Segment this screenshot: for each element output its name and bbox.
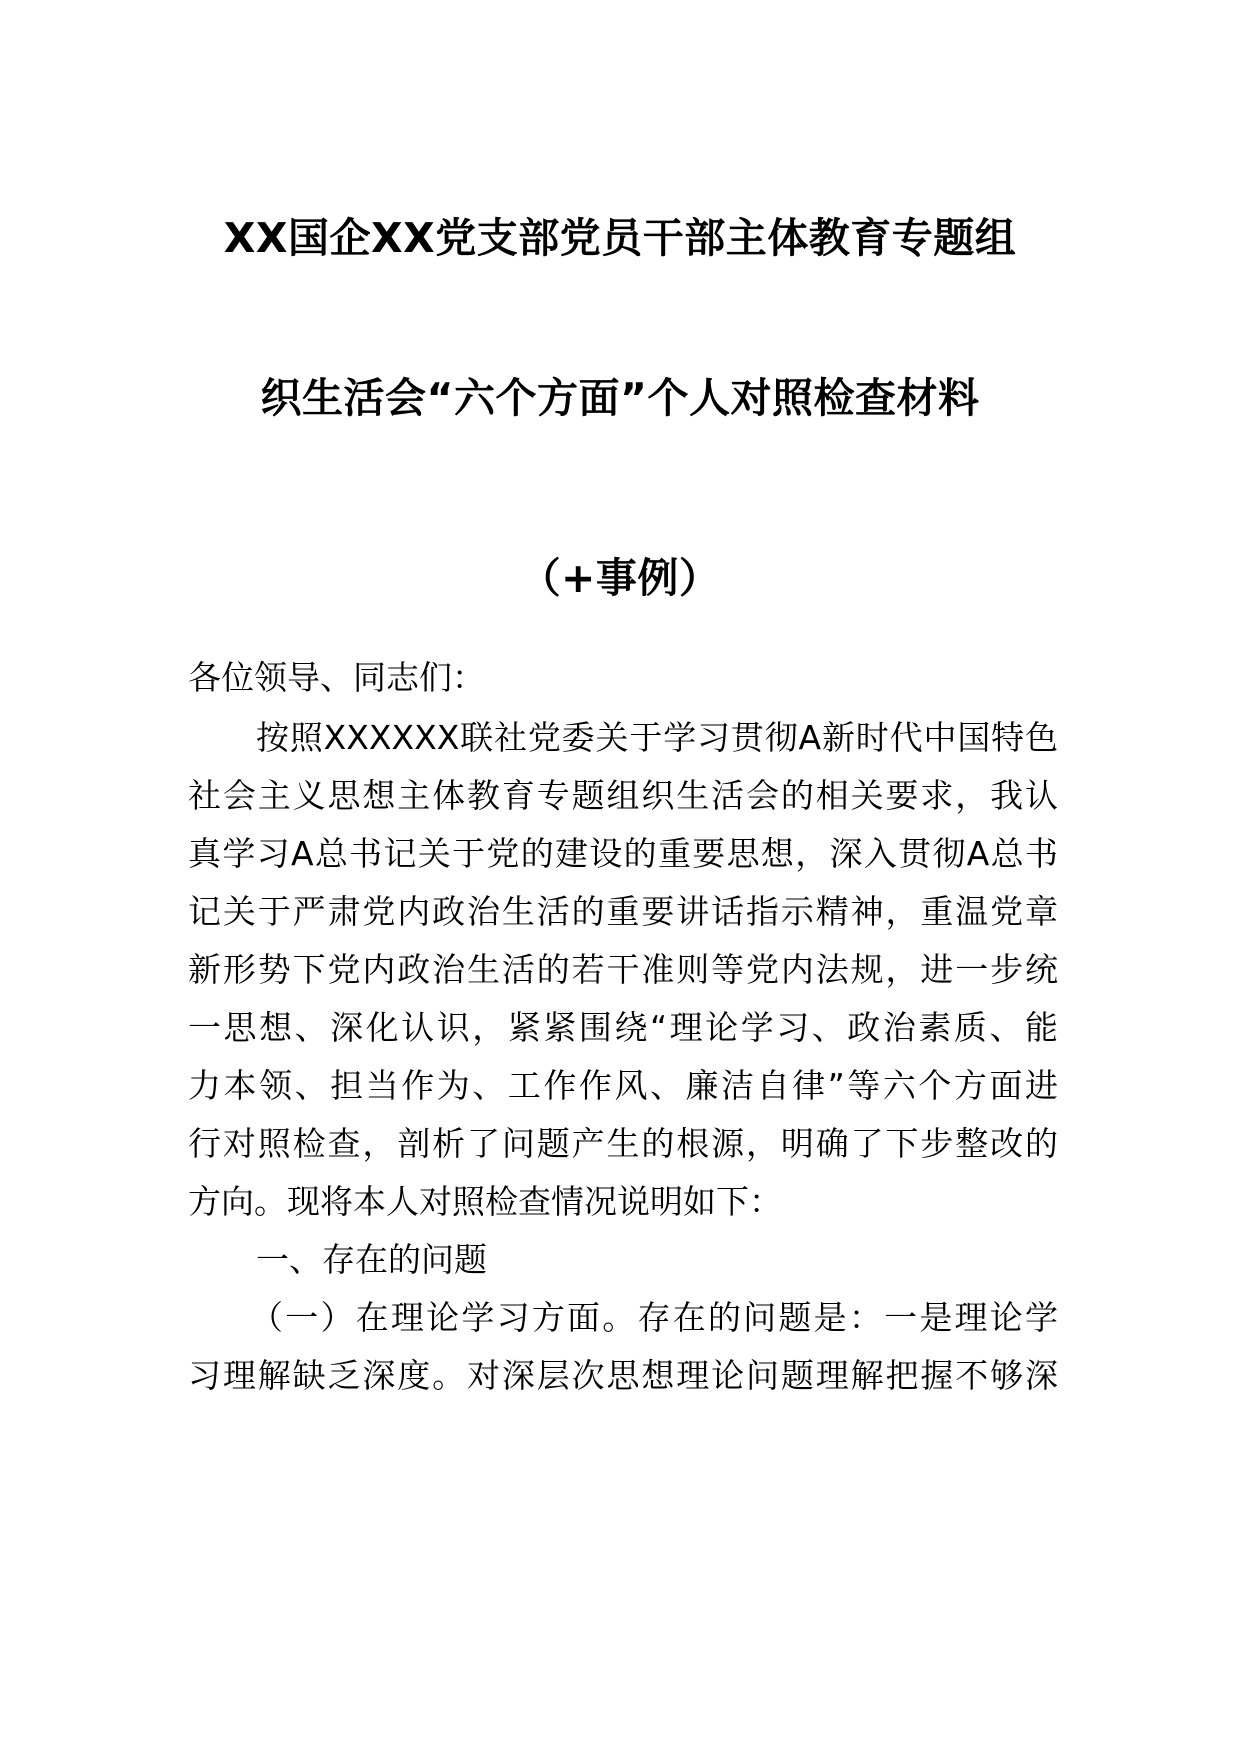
subsection-line: 习理解缺乏深度。对深层次思想理论问题理解把握不够深 bbox=[188, 1356, 1058, 1395]
paragraph-line: 按照XXXXXX联社党委关于学习贯彻A新时代中国特色 bbox=[256, 718, 1058, 757]
document-title-line-1: XX国企XX党支部党员干部主体教育专题组 bbox=[223, 214, 1017, 262]
document-title-line-2: 织生活会“六个方面”个人对照检查材料 bbox=[260, 374, 980, 422]
subsection-line: （一）在理论学习方面。存在的问题是：一是理论学 bbox=[250, 1298, 1058, 1337]
paragraph-line: 方向。现将本人对照检查情况说明如下： bbox=[188, 1182, 782, 1221]
salutation: 各位领导、同志们： bbox=[188, 658, 485, 697]
paragraph-line: 行对照检查，剖析了问题产生的根源，明确了下步整改的 bbox=[188, 1124, 1058, 1163]
section-heading: 一、存在的问题 bbox=[256, 1240, 487, 1279]
paragraph-line: 新形势下党内政治生活的若干准则等党内法规，进一步统 bbox=[188, 950, 1058, 989]
paragraph-line: 真学习A总书记关于党的建设的重要思想，深入贯彻A总书 bbox=[188, 834, 1058, 873]
paragraph-line: 社会主义思想主体教育专题组织生活会的相关要求，我认 bbox=[188, 776, 1058, 815]
document-title-line-3: （+事例） bbox=[519, 554, 721, 602]
paragraph-line: 力本领、担当作为、工作作风、廉洁自律”等六个方面进 bbox=[188, 1066, 1058, 1105]
paragraph-line: 记关于严肃党内政治生活的重要讲话指示精神，重温党章 bbox=[188, 892, 1058, 931]
paragraph-line: 一思想、深化认识，紧紧围绕“理论学习、政治素质、能 bbox=[188, 1008, 1058, 1047]
